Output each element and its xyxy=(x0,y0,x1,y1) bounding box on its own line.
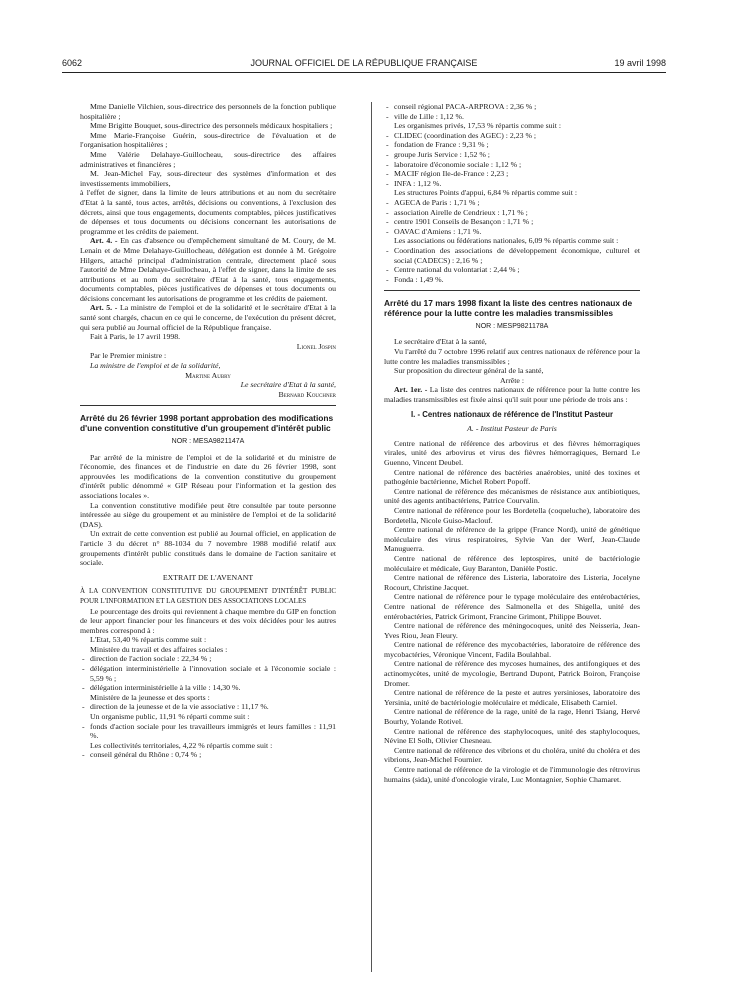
list-item: - conseil régional PACA-ARPROVA : 2,36 % ; xyxy=(384,102,640,112)
list-item: - direction de la jeunesse et de la vie associative : 11,17 %. xyxy=(80,702,336,712)
paragraph: Vu l'arrêté du 7 octobre 1996 relatif aux centres nationaux de référence pour la lutte contre les maladies transmissibles ; xyxy=(384,347,640,366)
list-item: - conseil général du Rhône : 0,74 % ; xyxy=(80,750,336,760)
signatory-prime-minister: Lionel Jospin xyxy=(296,341,336,351)
extract-subtitle: À LA CONVENTION CONSTITUTIVE DU GROUPEMENT D'INTÉRÊT PUBLIC POUR L'INFORMATION ET LA GESTION DES ASSOCIATIONS LOCALES xyxy=(80,587,336,605)
page-number: 6062 xyxy=(62,58,83,68)
list-item: - INFA : 1,12 %. xyxy=(384,179,640,189)
column-divider xyxy=(371,102,372,972)
reference-centre: Centre national de référence des vibrions et du choléra, unité du choléra et des vibrions, Jean-Michel Fournier. xyxy=(384,745,640,765)
article-5 xyxy=(80,303,336,332)
decree-title: Arrêté du 17 mars 1998 fixant la liste des centres nationaux de référence pour la lutte contre les maladies transmissibles xyxy=(384,298,633,319)
list-item: Un organisme public, 11,91 % réparti comme suit : xyxy=(90,712,250,722)
right-column xyxy=(384,102,640,784)
article-label: Art. 4. - xyxy=(90,236,118,246)
nor-reference: NOR : MESA9821147A xyxy=(171,438,245,445)
reference-centre: Centre national de référence des bactéries anaérobies, unité des toxines et pathogénie bactérienne, Michel Robert Popoff. xyxy=(384,467,640,487)
reference-centre: Centre national de référence des mycobactéries, laboratoire de référence des mycobactéries, Véronique Vincent, Fadila Boulahbal. xyxy=(384,640,640,659)
paragraph: à l'effet de signer, dans la limite de leurs attributions et au nom du secrétaire d'Etat à la santé, tous actes, arrêtés, décisions ou conventions, à l'exclusion des décrets, ainsi que tous engagements, documents comptables, pièces justificatives de dépenses et tous documents ou décisions concernant les autorisations de programme et les crédits de paiement. xyxy=(80,188,336,236)
paragraph: Sur proposition du directeur général de la santé, xyxy=(394,366,544,376)
reference-centre: Centre national de référence de la peste et autres yersinioses, laboratoire des Yersinia, unité de bactériologie moléculaire et médicale, Elisabeth Carniel. xyxy=(384,688,640,707)
paragraph: M. Jean-Michel Fay, sous-directeur des systèmes d'information et des investissements immobiliers, xyxy=(80,169,336,188)
signatory-title: La ministre de l'emploi et de la solidarité, xyxy=(90,361,221,371)
reference-centre: Centre national de référence de la virologie et de l'immunologie des rétrovirus humains (sida), unité d'oncologie virale, Luc Montagnier, Sophie Chamaret. xyxy=(384,765,640,784)
list-item: - association Airelle de Cendrieux : 1,71 % ; xyxy=(384,208,640,218)
reference-centre: Centre national de référence des méningocoques, unité des Neisseria, Jean-Yves Riou, Jean Fleury. xyxy=(384,621,640,640)
article-label: Art. 5. - xyxy=(90,303,118,313)
list-item: Les organismes privés, 17,53 % répartis comme suit : xyxy=(394,121,562,131)
list-item: - Fonda : 1,49 %. xyxy=(384,275,640,285)
paragraph: Mme Danielle Vilchien, sous-directrice des personnels de la fonction publique hospitalière ; xyxy=(80,102,336,121)
signature-date: Fait à Paris, le 17 avril 1998. xyxy=(90,332,181,342)
separator xyxy=(80,405,336,406)
list-item: Ministère du travail et des affaires sociales : xyxy=(90,644,228,654)
list-item: Ministère de la jeunesse et des sports : xyxy=(90,692,210,702)
list-item: - fonds d'action sociale pour les travailleurs immigrés et leurs familles : 11,91 %. xyxy=(80,722,336,741)
paragraph: Mme Marie-Françoise Guérin, sous-directrice de l'évaluation et de l'organisation hospitalières ; xyxy=(80,130,336,150)
reference-centre: Centre national de référence des staphylocoques, unité des staphylocoques, Névine El Solh, Olivier Chesneau. xyxy=(384,726,640,746)
reference-centre: Centre national de référence de la grippe (France Nord), unité de génétique moléculaire des virus respiratoires, Sylvie Van der Werf, Jean-Claude Manuguerra. xyxy=(384,525,640,554)
list-item: Les collectivités territoriales, 4,22 % répartis comme suit : xyxy=(90,740,273,750)
reference-centre: Centre national de référence pour les Bordetella (coqueluche), laboratoire des Bordetella, Nicole Guiso-Maclouf. xyxy=(384,505,640,525)
article-label: Art. 1er. - xyxy=(394,385,428,395)
article-1 xyxy=(384,385,640,404)
list-item: - Centre national du volontariat : 2,44 % ; xyxy=(384,265,640,275)
signatory-title: Le secrétaire d'Etat à la santé, xyxy=(240,380,336,390)
list-item: - centre 1901 Conseils de Besançon : 1,71 % ; xyxy=(384,217,640,227)
article-text: En cas d'absence ou d'empêchement simultané de M. Coury, de M. Lenain et de Mme Delahaye-Guillocheau, délégation est donnée à M. Grégoire Hilgers, attaché principal d'administration centrale, directement placé sous l'autorité de Mme Delahaye-Guillocheau, à l'effet de signer, dans la limite de ses attributions et au nom du secrétaire d'Etat à la santé, tous engagements, documents comptables, pièces justificatives de dépenses et tous documents ou décisions concernant les autorisations de programme et les crédits de paiement. xyxy=(80,236,336,303)
list-item: - OAVAC d'Amiens : 1,71 %. xyxy=(384,227,640,237)
decree-title: Arrêté du 26 février 1998 portant approbation des modifications d'une convention constitutive d'un groupement d'intérêt public xyxy=(80,413,334,434)
list-item: L'Etat, 53,40 % répartis comme suit : xyxy=(90,635,207,645)
left-column xyxy=(80,102,336,760)
paragraph: La convention constitutive modifiée peut être consultée par toute personne intéressée au siège du groupement et au ministère de l'emploi et de la solidarité (DAS). xyxy=(80,500,336,529)
list-item: - laboratoire d'économie sociale : 1,12 % ; xyxy=(384,160,640,170)
paragraph: Le pourcentage des droits qui reviennent à chaque membre du GIP en fonction de leur apport financier pour les financeurs et des voix décidées pour les autres membres correspond à : xyxy=(80,606,336,635)
signatory-name: Bernard Kouchner xyxy=(278,389,336,399)
list-item: - délégation interministérielle à l'innovation sociale et à l'économie sociale : 5,59 % ; xyxy=(80,664,336,683)
reference-centre: Centre national de référence des mécanismes de résistance aux antibiotiques, unité des agents antibactériens, Patrice Courvalin. xyxy=(384,486,640,506)
list-item: - ville de Lille : 1,12 %. xyxy=(384,112,640,122)
page-header xyxy=(62,58,666,72)
list-item: - direction de l'action sociale : 22,34 % ; xyxy=(80,654,336,664)
list-item: - AGECA de Paris : 1,71 % ; xyxy=(384,198,640,208)
list-item: Les associations ou fédérations nationales, 6,09 % répartis comme suit : xyxy=(394,236,619,246)
signature-intro: Par le Premier ministre : xyxy=(90,351,167,361)
article-4 xyxy=(80,236,336,303)
list-item: - CLIDEC (coordination des AGEC) : 2,23 % ; xyxy=(384,131,640,141)
article-text: La liste des centres nationaux de référence pour la lutte contre les maladies transmissibles est fixée ainsi qu'il suit pour une période de trois ans : xyxy=(384,385,641,405)
reference-centre: Centre national de référence des Listeria, laboratoire des Listeria, Jocelyne Rocourt, Christine Jacquet. xyxy=(384,573,640,592)
reference-centre: Centre national de référence des arbovirus et des fièvres hémorragiques virales, unité des arbovirus et virus des fièvres hémorragiques, Bernard Le Guenno, Vincent Deubel. xyxy=(384,438,640,467)
issue-date: 19 avril 1998 xyxy=(614,58,666,68)
article-text: La ministre de l'emploi et de la solidarité et le secrétaire d'Etat à la santé sont chargés, chacun en ce qui le concerne, de l'exécution du présent décret, qui sera publié au Journal officiel de la République française. xyxy=(80,303,337,332)
reference-centre: Centre national de référence des leptospires, unité de bactériologie moléculaire et médicale, Guy Baranton, Danièle Postic. xyxy=(384,553,640,573)
separator xyxy=(384,290,640,291)
list-item: - groupe Juris Service : 1,52 % ; xyxy=(384,150,640,160)
section-title: I. - Centres nationaux de référence de l'Institut Pasteur xyxy=(410,409,614,419)
reference-centre: Centre national de référence de la rage, unité de la rage, Henri Tsiang, Hervé Bourhy, Yolande Rotivel. xyxy=(384,707,640,727)
list-item: - fondation de France : 9,31 % ; xyxy=(384,140,640,150)
paragraph: Arrête : xyxy=(499,375,525,385)
list-item: - délégation interministérielle à la ville : 14,30 %. xyxy=(80,683,336,693)
paragraph: Par arrêté de la ministre de l'emploi et de la solidarité et du ministre de l'économie, des finances et de l'industrie en date du 26 février 1998, sont approuvées les modifications de la convention constitutive du groupement d'intérêt public dénommé « GIP Réseau pour l'information et la gestion des associations locales ». xyxy=(80,452,336,500)
list-item: - Coordination des associations de développement économique, culturel et social (CADECS) : 2,16 % ; xyxy=(384,246,640,265)
extract-title: EXTRAIT DE L'AVENANT xyxy=(162,572,254,582)
subsection-title: A. - Institut Pasteur de Paris xyxy=(467,424,557,434)
paragraph: Le secrétaire d'Etat à la santé, xyxy=(394,337,487,347)
reference-centre: Centre national de référence pour le typage moléculaire des entérobactéries, Centre national de référence des Salmonella et des Shigella, unité des entérobactéries, Patrick Grimont, Francine Grimont, Philippe Bouvet. xyxy=(384,592,640,621)
journal-title: JOURNAL OFFICIEL DE LA RÉPUBLIQUE FRANÇAISE xyxy=(250,58,478,68)
header-rule xyxy=(62,72,666,73)
signatory-name: Martine Aubry xyxy=(185,370,231,380)
paragraph: Mme Brigitte Bouquet, sous-directrice des personnels médicaux hospitaliers ; xyxy=(90,121,333,131)
list-item: - MACIF région Ile-de-France : 2,23 ; xyxy=(384,169,640,179)
paragraph: Mme Valérie Delahaye-Guillocheau, sous-directrice des affaires administratives et financières ; xyxy=(80,149,336,169)
paragraph: Un extrait de cette convention est publié au Journal officiel, en application de l'article 3 du décret n° 88-1034 du 7 novembre 1988 modifié relatif aux groupements d'intérêt public constitués dans le domaine de l'action sanitaire et sociale. xyxy=(80,529,336,568)
reference-centre: Centre national de référence des mycoses humaines, des antifongiques et des actinomycètes, unité de mycologie, Bertrand Dupont, Patrick Boiron, Françoise Dromer. xyxy=(384,659,640,688)
nor-reference: NOR : MESP9821178A xyxy=(475,322,549,330)
list-item: Les structures Points d'appui, 6,84 % répartis comme suit : xyxy=(394,188,578,198)
